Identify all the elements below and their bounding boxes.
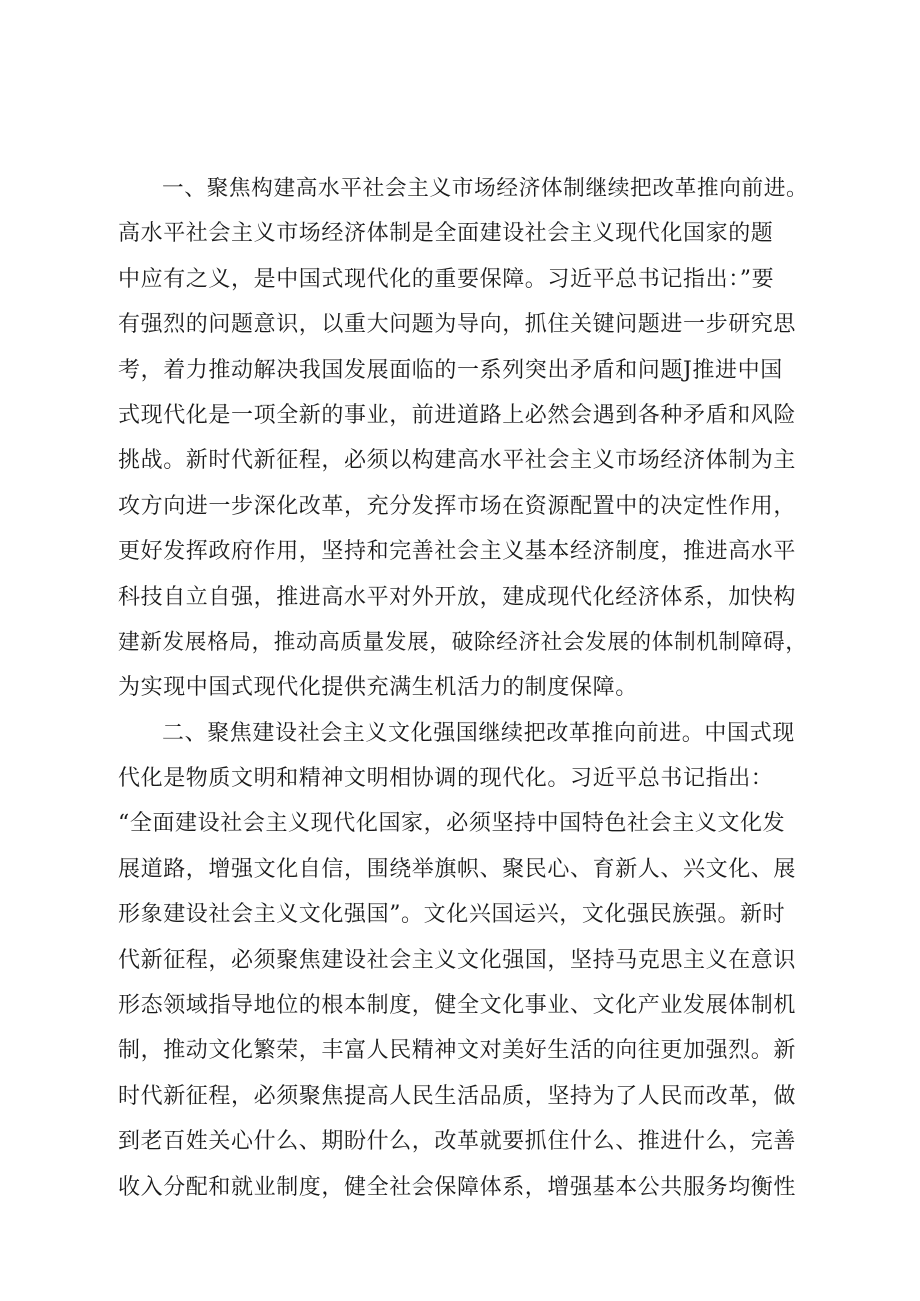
text-line: 为实现中国式现代化提供充满生机活力的制度保障。 [118, 675, 638, 701]
text-line: 展道路，增强文化自信，围绕举旗帜、聚民心、育新人、兴文化、展 [118, 856, 797, 882]
text-line: 攻方向进一步深化改革，充分发挥市场在资源配置中的决定性作用， [118, 493, 797, 519]
text-line: 代化是物质文明和精神文明相协调的现代化。习近平总书记指出： [118, 766, 774, 792]
text-line: 式现代化是一项全新的事业，前进道路上必然会遇到各种矛盾和风险 [118, 402, 797, 428]
text-line: “全面建设社会主义现代化国家，必须坚持中国特色社会主义文化发 [118, 811, 786, 837]
text-line: 形象建设社会主义文化强国”。文化兴国运兴，文化强民族强。新时 [118, 902, 786, 928]
text-line: 中应有之义，是中国式现代化的重要保障。习近平总书记指出：”要 [118, 266, 775, 292]
text-line: 制，推动文化繁荣，丰富人民精神文对美好生活的向往更加强烈。新 [118, 1038, 797, 1064]
text-line: 高水平社会主义市场经济体制是全面建设社会主义现代化国家的题 [118, 221, 774, 247]
text-line: 时代新征程，必须聚焦提高人民生活品质，坚持为了人民而改革，做 [118, 1083, 797, 1109]
text-line: 收入分配和就业制度，健全社会保障体系，增强基本公共服务均衡性 [118, 1174, 797, 1200]
text-line: 二、聚焦建设社会主义文化强国继续把改革推向前进。中国式现 [162, 720, 795, 746]
text-line: 更好发挥政府作用，坚持和完善社会主义基本经济制度，推进高水平 [118, 539, 797, 565]
text-line: 科技自立自强，推进高水平对外开放，建成现代化经济体系，加快构 [118, 584, 797, 610]
text-line: 建新发展格局，推动高质量发展，破除经济社会发展的体制机制障碍， [118, 629, 808, 655]
text-line: 形态领域指导地位的根本制度，健全文化事业、文化产业发展体制机 [118, 993, 797, 1019]
text-line: 考，着力推动解决我国发展面临的一系列突出矛盾和问题J推进中国 [118, 357, 783, 383]
document-body [118, 166, 808, 1210]
text-line: 一、聚焦构建高水平社会主义市场经济体制继续把改革推向前进。 [162, 176, 809, 201]
text-line: 代新征程，必须聚焦建设社会主义文化强国，坚持马克思主义在意识 [118, 947, 797, 973]
text-line: 挑战。新时代新征程，必须以构建高水平社会主义市场经济体制为主 [118, 448, 797, 474]
text-line: 到老百姓关心什么、期盼什么，改革就要抓住什么、推进什么，完善 [118, 1129, 797, 1155]
text-line: 有强烈的问题意识，以重大问题为导向，抓住关键问题进一步研究思 [118, 312, 797, 338]
